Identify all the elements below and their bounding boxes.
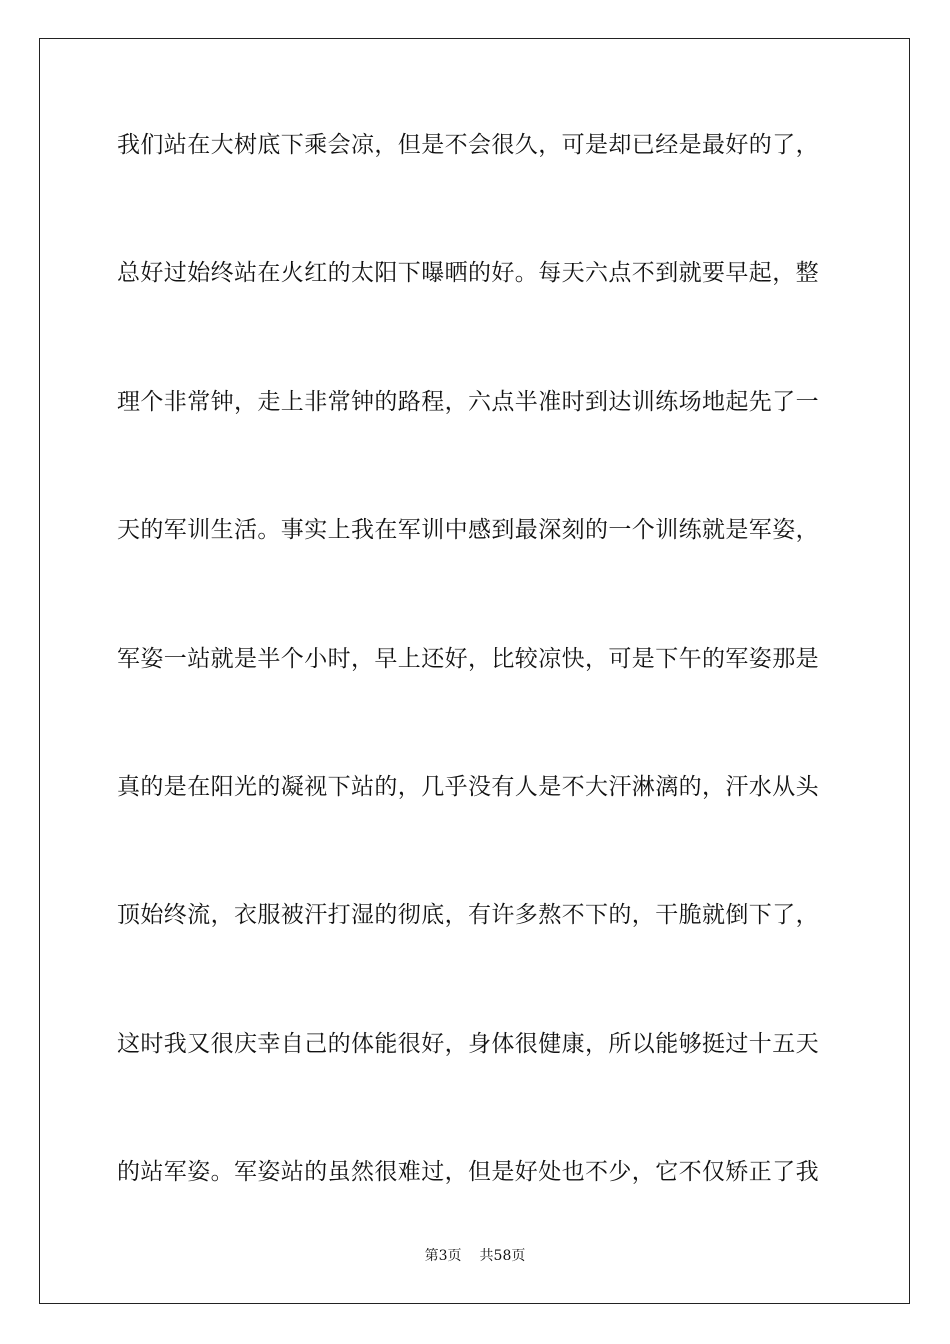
- text-line: 的站军姿。军姿站的虽然很难过，但是好处也不少，它不仅矫正了我: [117, 1159, 819, 1186]
- text-line: 军姿一站就是半个小时，早上还好，比较凉快，可是下午的军姿那是: [117, 645, 819, 672]
- page-footer: [0, 1247, 950, 1265]
- document-body: [117, 128, 833, 1284]
- text-line: 我们站在大树底下乘会凉，但是不会很久，可是却已经是最好的了，: [117, 132, 819, 158]
- page-total: 共58页: [479, 1248, 526, 1264]
- text-line: 理个非常钟，走上非常钟的路程，六点半准时到达训练场地起先了一: [117, 388, 819, 415]
- text-line: 这时我又很庆幸自己的体能很好，身体很健康，所以能够挺过十五天: [117, 1030, 819, 1057]
- page-number: 第3页: [424, 1248, 462, 1264]
- text-line: 真的是在阳光的凝视下站的，几乎没有人是不大汗淋漓的，汗水从头: [117, 773, 819, 800]
- text-line: 天的军训生活。事实上我在军训中感到最深刻的一个训练就是军姿，: [117, 517, 819, 544]
- text-line: 顶始终流，衣服被汗打湿的彻底，有许多熬不下的，干脆就倒下了，: [117, 902, 819, 929]
- text-line: 总好过始终站在火红的太阳下曝晒的好。每天六点不到就要早起，整: [117, 260, 819, 287]
